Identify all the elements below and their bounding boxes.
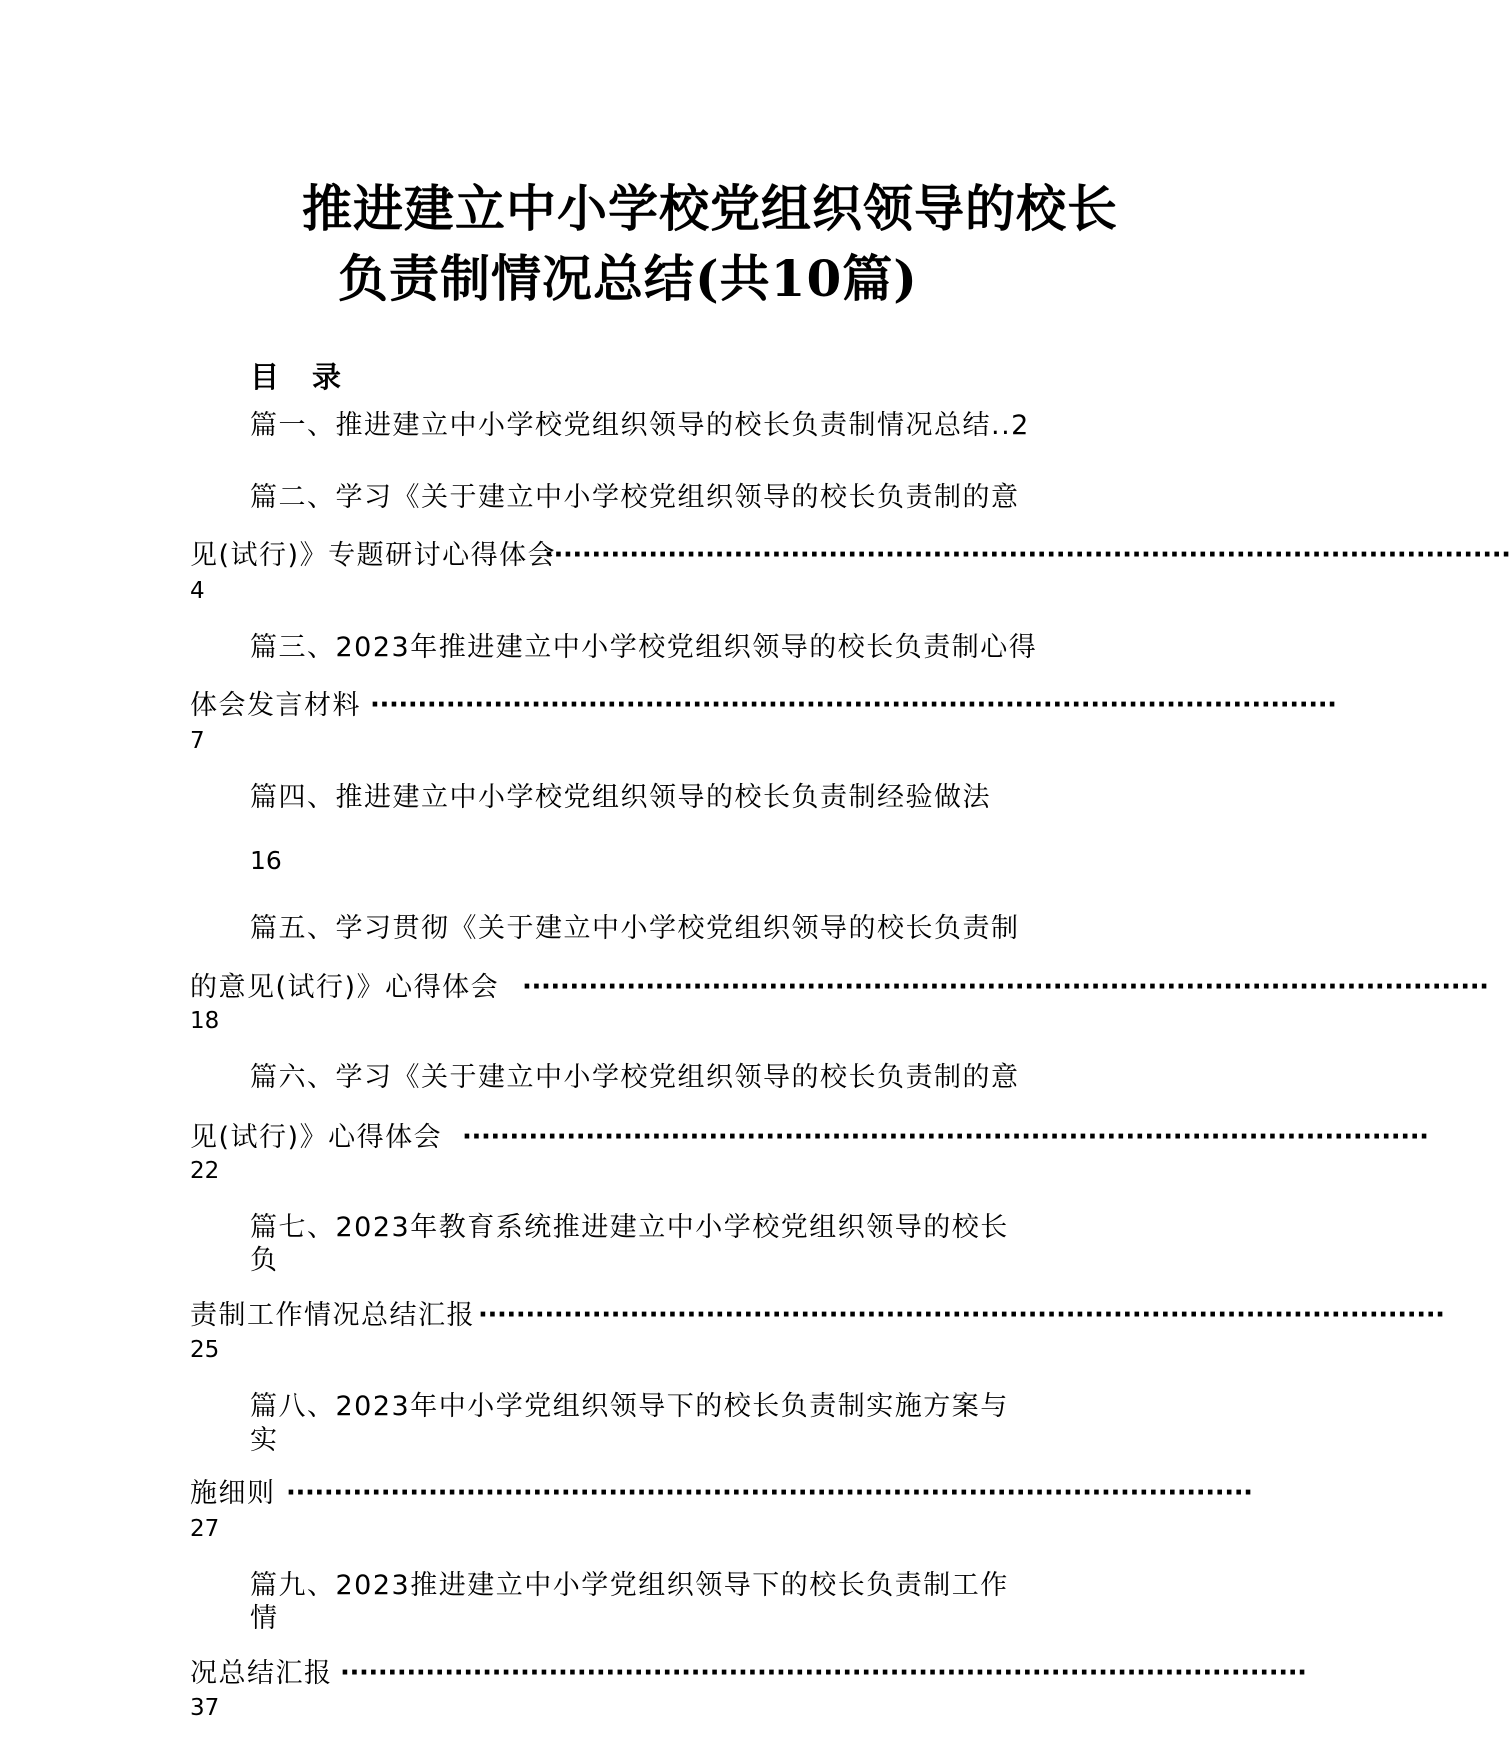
toc-entry-5-text[interactable]: 篇五、学习贯彻《关于建立中小学校党组织领导的校长负责制	[250, 913, 1020, 944]
toc-entry-5-page[interactable]: 18	[190, 1008, 220, 1034]
toc-entry-3-dot-leader: ······································································································	[370, 690, 1337, 720]
toc-entry-7-text-wrap[interactable]: 负	[250, 1245, 279, 1276]
toc-entry-6-page[interactable]: 22	[190, 1158, 220, 1184]
toc-entry-3-page[interactable]: 7	[190, 728, 205, 754]
toc-entry-9-dot-leader: ······································································································	[340, 1658, 1307, 1688]
toc-entry-8-text-cont[interactable]: 施细则	[190, 1478, 276, 1509]
toc-heading: 目 录	[250, 360, 344, 394]
toc-entry-2-dot-leader: ······································································································	[544, 540, 1511, 570]
toc-entry-7-dot-leader: ······································································································	[478, 1300, 1445, 1330]
toc-entry-9-text-cont[interactable]: 况总结汇报	[190, 1658, 333, 1689]
toc-entry-5-text-cont[interactable]: 的意见(试行)》心得体会	[190, 972, 500, 1003]
toc-entry-6-text-cont[interactable]: 见(试行)》心得体会	[190, 1122, 443, 1153]
toc-entry-7-text[interactable]: 篇七、2023年教育系统推进建立中小学校党组织领导的校长	[250, 1212, 1009, 1243]
toc-entry-9-text[interactable]: 篇九、2023推进建立中小学党组织领导下的校长负责制工作	[250, 1570, 1009, 1601]
toc-entry-9-page[interactable]: 37	[190, 1695, 220, 1721]
toc-entry-8-dot-leader: ······································································································	[286, 1478, 1253, 1508]
toc-entry-6-dot-leader: ······································································································	[462, 1122, 1429, 1152]
toc-entry-9-text-wrap[interactable]: 情	[250, 1603, 279, 1634]
toc-entry-8-page[interactable]: 27	[190, 1516, 220, 1542]
toc-entry-8-text[interactable]: 篇八、2023年中小学党组织领导下的校长负责制实施方案与	[250, 1391, 1009, 1422]
toc-entry-8-text-wrap[interactable]: 实	[250, 1425, 279, 1456]
toc-entry-1-text[interactable]: 篇一、推进建立中小学校党组织领导的校长负责制情况总结..2	[250, 410, 1030, 441]
toc-entry-5-dot-leader: ······································································································	[522, 972, 1489, 1002]
toc-entry-2-text[interactable]: 篇二、学习《关于建立中小学校党组织领导的校长负责制的意	[250, 482, 1020, 513]
toc-entry-4-text[interactable]: 篇四、推进建立中小学校党组织领导的校长负责制经验做法	[250, 782, 991, 813]
toc-entry-2-page[interactable]: 4	[190, 578, 205, 604]
toc-entry-7-page[interactable]: 25	[190, 1337, 220, 1363]
toc-entry-7-text-cont[interactable]: 责制工作情况总结汇报	[190, 1300, 475, 1331]
toc-entry-3-text[interactable]: 篇三、2023年推进建立中小学校党组织领导的校长负责制心得	[250, 632, 1038, 663]
toc-entry-3-text-cont[interactable]: 体会发言材料	[190, 690, 361, 721]
document-title-line-2: 负责制情况总结(共10篇)	[338, 249, 918, 308]
document-title-line-1: 推进建立中小学校党组织领导的校长	[302, 179, 1118, 238]
toc-entry-6-text[interactable]: 篇六、学习《关于建立中小学校党组织领导的校长负责制的意	[250, 1062, 1020, 1093]
toc-entry-4-page[interactable]: 16	[250, 846, 282, 875]
toc-entry-2-text-cont[interactable]: 见(试行)》专题研讨心得体会	[190, 540, 557, 571]
